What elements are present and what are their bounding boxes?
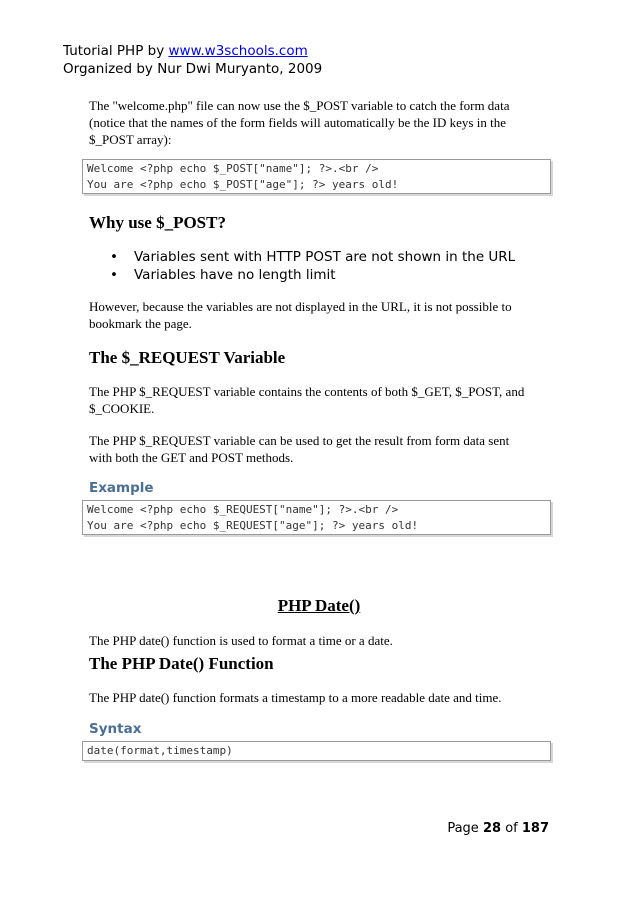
w3schools-link[interactable]: www.w3schools.com [168,43,308,59]
intro-line: $_POST array): [89,132,172,147]
page-total: 187 [521,821,549,836]
header-line-2: Organized by Nur Dwi Muryanto, 2009 [63,61,323,77]
intro-paragraph [89,97,549,148]
page-word: Page [447,821,479,836]
code-line: Welcome <?php echo $_REQUEST["name"]; ?>.<br /> [87,503,399,516]
why-post-paragraph [89,298,549,332]
of-word: of [505,821,518,836]
paragraph-line: The PHP $_REQUEST variable can be used to get the result from form data sent [89,433,510,448]
list-item [110,266,515,284]
code-block-post [82,159,551,194]
example-label: Example [89,480,154,496]
intro-line: (notice that the names of the form fields will automatically be the ID keys in the [89,115,506,130]
code-line: date(format,timestamp) [87,744,233,757]
heading-why-post: Why use $_POST? [89,213,226,232]
syntax-label: Syntax [89,721,142,737]
list-item [110,248,515,266]
code-line: You are <?php echo $_REQUEST["age"]; ?> years old! [87,519,419,532]
list-item-text: Variables sent with HTTP POST are not shown in the URL [134,249,516,265]
bullet-list [110,248,515,284]
date-intro: The PHP date() function is used to format a time or a date. [89,633,393,648]
paragraph-line: However, because the variables are not displayed in the URL, it is not possible to [89,299,512,314]
paragraph-line: with both the GET and POST methods. [89,450,294,465]
code-line: You are <?php echo $_POST["age"]; ?> years old! [87,178,399,191]
code-block-request [82,500,551,535]
heading-date-function: The PHP Date() Function [89,654,274,673]
request-paragraph-2 [89,432,549,466]
header-prefix: Tutorial PHP by [63,43,169,59]
paragraph-line: $_COOKIE. [89,401,155,416]
header-line-1 [63,43,308,59]
bullet-marker: • [110,267,118,283]
intro-line: The "welcome.php" file can now use the $_POST variable to catch the form data [89,98,510,113]
paragraph-line: The PHP $_REQUEST variable contains the contents of both $_GET, $_POST, and [89,384,525,399]
paragraph-line: bookmark the page. [89,316,192,331]
page-number: 28 [482,821,502,836]
list-item-text: Variables have no length limit [134,267,336,283]
page-footer [447,821,549,836]
code-block-syntax [82,741,551,761]
section-title-php-date: PHP Date() [277,596,361,615]
heading-request-variable: The $_REQUEST Variable [89,348,286,367]
code-line: Welcome <?php echo $_POST["name"]; ?>.<br /> [87,162,379,175]
request-paragraph-1 [89,383,549,417]
bullet-marker: • [110,249,118,265]
date-paragraph: The PHP date() function formats a timestamp to a more readable date and time. [89,690,502,705]
